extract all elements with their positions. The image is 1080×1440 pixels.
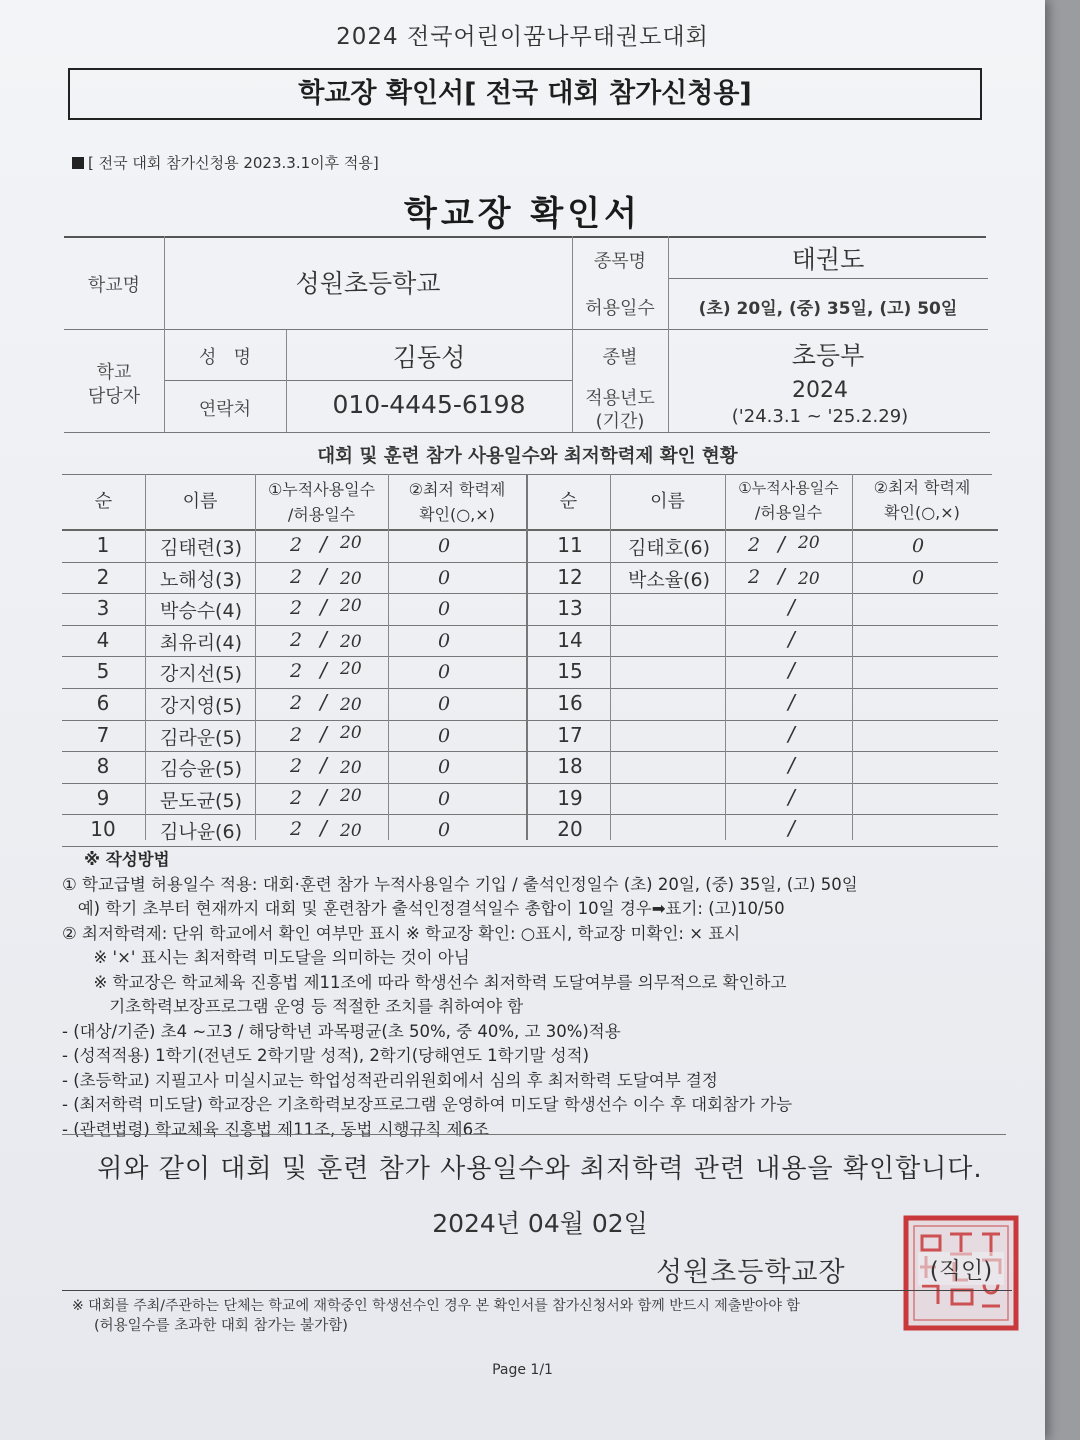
status-vrule xyxy=(610,474,611,840)
min-grade-check-handwritten: 0 xyxy=(438,756,451,779)
col-name-right: 이름 xyxy=(650,491,685,512)
col-days-right-1: ①누적사용일수 xyxy=(738,479,839,497)
instruction-line: ※ '×' 표시는 최저학력 미도달을 의미하는 것이 아님 xyxy=(62,948,470,967)
contact-label-line1: 학교 xyxy=(96,362,132,383)
col-days-left-1: ①누적사용일수 xyxy=(267,480,376,499)
used-days-handwritten: 2 xyxy=(290,723,303,746)
status-section-title: 대회 및 훈련 참가 사용일수와 최저학력제 확인 현황 xyxy=(317,446,738,467)
row-rule xyxy=(62,814,998,815)
sport-label: 종목명 xyxy=(593,251,647,272)
sport-value: 태권도 xyxy=(791,245,865,274)
status-vrule xyxy=(255,474,256,840)
days-separator: / xyxy=(788,690,795,714)
min-grade-check-handwritten: 0 xyxy=(438,693,451,715)
days-separator: / xyxy=(320,784,327,809)
days-separator: / xyxy=(788,626,795,651)
contact-name-value: 김동성 xyxy=(392,343,466,372)
used-days-handwritten: 2 xyxy=(290,534,303,556)
row-number: 17 xyxy=(557,722,583,747)
days-separator: / xyxy=(788,784,795,809)
allowed-days-handwritten: 20 xyxy=(340,568,362,589)
allowed-days-handwritten: 20 xyxy=(340,596,362,617)
allowed-days-handwritten: 20 xyxy=(340,821,362,842)
school-label: 학교명 xyxy=(87,275,141,296)
student-name: 최유리(4) xyxy=(160,631,242,654)
col-name-left: 이름 xyxy=(182,491,218,512)
min-grade-check-handwritten: 0 xyxy=(912,535,925,557)
student-name: 강지영(5) xyxy=(160,695,242,717)
status-center-vrule xyxy=(526,474,528,840)
student-name: 문도균(5) xyxy=(160,789,242,812)
used-days-handwritten: 2 xyxy=(748,565,761,588)
row-rule xyxy=(62,846,998,847)
year-label: 적용년도 xyxy=(585,388,655,409)
info-vrule xyxy=(572,236,573,432)
allowed-days-handwritten: 20 xyxy=(340,533,362,553)
row-number: 14 xyxy=(557,627,583,652)
footnote-line-1: ※ 대회를 주최/주관하는 단체는 학교에 재학중인 학생선수인 경우 본 확인서를 참가신청서와 함께 반드시 제출받아야 함 xyxy=(72,1298,800,1314)
instruction-line: ① 학교급별 허용일수 적용: 대회·훈련 참가 누적사용일수 기입 / 출석인정일수 (초) 20일, (중) 35일, (고) 50일 xyxy=(62,874,858,894)
name-label: 성 명 xyxy=(199,347,251,368)
days-separator: / xyxy=(788,595,795,620)
event-title: 2024 전국어린이꿈나무태권도대회 xyxy=(336,24,709,50)
row-rule xyxy=(62,656,998,657)
min-grade-check-handwritten: 0 xyxy=(438,661,451,684)
row-number: 12 xyxy=(557,564,583,589)
instruction-line: 기초학력보장프로그램 운영 등 적절한 조치를 취하여야 함 xyxy=(62,997,524,1016)
col-days-left-2: /허용일수 xyxy=(287,505,356,524)
row-rule xyxy=(62,625,998,626)
used-days-handwritten: 2 xyxy=(290,597,303,620)
period-label: (기간) xyxy=(595,411,645,432)
row-number: 13 xyxy=(557,596,583,621)
days-separator: / xyxy=(788,816,795,841)
instruction-line: - (초등학교) 지필고사 미실시교는 학업성적관리위원회에서 심의 후 최저학력 도달여부 결정 xyxy=(62,1070,718,1090)
info-rule xyxy=(164,380,572,381)
instruction-line: - (대상/기준) 초4 ~고3 / 해당학년 과목평균(초 50%, 중 40%, 고 30%)적용 xyxy=(62,1021,621,1041)
info-rule xyxy=(64,432,990,433)
division-label: 종별 xyxy=(602,347,638,368)
status-vrule xyxy=(145,474,146,840)
row-rule xyxy=(62,593,998,594)
row-rule xyxy=(62,751,998,752)
row-rule xyxy=(62,720,998,721)
allowed-days-handwritten: 20 xyxy=(340,722,362,743)
row-rule xyxy=(62,562,998,563)
col-check-right-2: 확인(○,×) xyxy=(884,503,960,522)
division-value: 초등부 xyxy=(791,341,865,370)
allowed-days-handwritten: 20 xyxy=(340,695,362,715)
status-vrule xyxy=(388,474,389,840)
footnote xyxy=(72,1296,1002,1336)
period-value: ('24.3.1 ~ '25.2.29) xyxy=(731,406,909,427)
school-value: 성원초등학교 xyxy=(295,269,441,298)
days-separator: / xyxy=(320,816,327,841)
days-separator: / xyxy=(320,532,327,556)
used-days-handwritten: 2 xyxy=(290,660,303,683)
days-separator: / xyxy=(778,563,785,588)
days-separator: / xyxy=(788,753,795,778)
info-rule xyxy=(64,329,988,330)
instruction-line: - (성적적용) 1학기(전년도 2학기말 성적), 2학기(당해연도 1학기말 성적) xyxy=(62,1046,590,1065)
info-vrule xyxy=(668,236,669,432)
phone-label: 연락처 xyxy=(198,399,252,420)
row-number: 8 xyxy=(96,754,110,779)
days-separator: / xyxy=(788,721,795,746)
footnote-line-2: (허용일수를 초과한 대회 참가는 불가함) xyxy=(94,1318,348,1334)
allowed-days-handwritten: 20 xyxy=(798,533,820,553)
min-grade-check-handwritten: 0 xyxy=(438,819,451,842)
confirmation-date: 2024년 04월 02일 xyxy=(432,1209,648,1238)
row-number: 6 xyxy=(96,691,110,715)
days-separator: / xyxy=(320,690,327,714)
info-vrule xyxy=(164,236,165,432)
instruction-line: 예) 학기 초부터 현재까지 대회 및 훈련참가 출석인정결석일수 총합이 10일 경우➡표기: (고)10/50 xyxy=(62,899,785,918)
allowed-days-handwritten: 20 xyxy=(798,568,820,589)
row-number: 11 xyxy=(557,533,583,557)
writing-instructions xyxy=(62,848,1022,1142)
row-number: 10 xyxy=(90,817,116,842)
row-number: 18 xyxy=(557,754,583,779)
used-days-handwritten: 2 xyxy=(290,818,303,841)
student-name: 박소율(6) xyxy=(628,568,710,591)
allowed-days-value: (초) 20일, (중) 35일, (고) 50일 xyxy=(698,299,958,319)
allowed-days-handwritten: 20 xyxy=(340,659,362,680)
col-check-left-2: 확인(○,×) xyxy=(419,505,495,524)
instruction-line: - (최저학력 미도달) 학교장은 기초학력보장프로그램 운영하여 미도달 학생선수 이수 후 대회참가 가능 xyxy=(62,1095,793,1114)
used-days-handwritten: 2 xyxy=(290,786,303,809)
notes-bottom-rule xyxy=(62,1134,1006,1135)
status-vrule xyxy=(852,474,853,840)
row-number: 7 xyxy=(96,722,110,747)
col-check-right-1: ②최저 학력제 xyxy=(873,478,971,497)
min-grade-check-handwritten: 0 xyxy=(438,724,451,747)
year-value: 2024 xyxy=(792,378,848,403)
min-grade-check-handwritten: 0 xyxy=(438,629,451,652)
notice-text: [ 전국 대회 참가신청용 2023.3.1이후 적용] xyxy=(88,154,379,172)
allowed-days-handwritten: 20 xyxy=(340,785,362,806)
min-grade-check-handwritten: 0 xyxy=(912,566,925,589)
instruction-line: ※ 학교장은 학교체육 진흥법 제11조에 따라 학생선수 최저학력 도달여부를 의무적으로 확인하고 xyxy=(62,972,787,992)
used-days-handwritten: 2 xyxy=(290,628,303,651)
student-name: 김라운(5) xyxy=(160,726,242,749)
bullet-square-icon xyxy=(72,157,84,169)
row-number: 1 xyxy=(96,533,110,557)
confirmation-statement: 위와 같이 대회 및 훈련 참가 사용일수와 최저학력 관련 내용을 확인합니다. xyxy=(97,1154,983,1184)
row-number: 2 xyxy=(96,564,110,589)
row-number: 9 xyxy=(96,785,110,810)
row-rule xyxy=(62,783,998,784)
row-number: 3 xyxy=(96,596,110,621)
col-check-left-1: ②최저 학력제 xyxy=(408,480,506,499)
allowed-days-handwritten: 20 xyxy=(340,758,362,779)
min-grade-check-handwritten: 0 xyxy=(438,566,451,589)
days-separator: / xyxy=(320,753,327,778)
min-grade-check-handwritten: 0 xyxy=(438,598,451,621)
used-days-handwritten: 2 xyxy=(290,565,303,588)
days-separator: / xyxy=(778,532,785,556)
info-rule xyxy=(668,278,988,279)
days-separator: / xyxy=(788,658,795,683)
row-rule xyxy=(62,688,998,689)
student-name: 박승수(4) xyxy=(160,600,242,623)
row-number: 15 xyxy=(557,659,583,684)
row-number: 4 xyxy=(96,627,110,652)
footnote-rule xyxy=(62,1290,1012,1291)
status-header-rule xyxy=(62,529,998,531)
days-separator: / xyxy=(320,626,327,651)
instruction-line: - (관련법령) 학교체육 진흥법 제11조, 동법 시행규칙 제6조 xyxy=(62,1119,489,1139)
student-name: 김태호(6) xyxy=(628,537,710,559)
col-no-left: 순 xyxy=(94,491,113,512)
row-number: 19 xyxy=(557,785,583,810)
days-separator: / xyxy=(320,563,327,588)
seal-label: (직인) xyxy=(918,1252,1004,1285)
days-separator: / xyxy=(320,658,327,683)
used-days-handwritten: 2 xyxy=(290,692,303,714)
notes-title: ※ 작성방법 xyxy=(84,850,170,869)
student-name: 강지선(5) xyxy=(160,663,242,686)
student-name: 노해성(3) xyxy=(160,568,242,591)
row-number: 16 xyxy=(557,691,583,715)
student-name: 김승윤(5) xyxy=(160,758,242,781)
status-vrule xyxy=(725,474,726,840)
document-title: 학교장 확인서 xyxy=(404,194,641,234)
student-name: 김나윤(6) xyxy=(160,821,242,844)
used-days-handwritten: 2 xyxy=(290,755,303,778)
allowed-days-handwritten: 20 xyxy=(340,631,362,652)
contact-label-line2: 담당자 xyxy=(87,386,141,407)
instruction-line: ② 최저학력제: 단위 학교에서 확인 여부만 표시 ※ 학교장 확인: ○표시, 학교장 미확인: × 표시 xyxy=(62,923,741,943)
phone-value: 010-4445-6198 xyxy=(332,390,526,419)
used-days-handwritten: 2 xyxy=(748,534,761,556)
form-title-box: 학교장 확인서[ 전국 대회 참가신청용] xyxy=(68,68,982,120)
min-grade-check-handwritten: 0 xyxy=(438,787,451,810)
info-table-top-rule xyxy=(64,236,986,238)
page-number: Page 1/1 xyxy=(492,1362,553,1378)
col-days-right-2: /허용일수 xyxy=(754,503,823,522)
days-separator: / xyxy=(320,721,327,746)
info-vrule xyxy=(286,330,287,432)
min-grade-check-handwritten: 0 xyxy=(438,535,451,557)
days-separator: / xyxy=(320,595,327,620)
principal-signature-line: 성원초등학교장 xyxy=(656,1257,846,1288)
student-name: 김태련(3) xyxy=(160,537,242,559)
application-notice xyxy=(72,152,379,173)
row-number: 20 xyxy=(557,817,583,842)
row-number: 5 xyxy=(96,659,110,684)
allowed-days-label: 허용일수 xyxy=(585,298,655,319)
col-no-right: 순 xyxy=(559,491,578,512)
